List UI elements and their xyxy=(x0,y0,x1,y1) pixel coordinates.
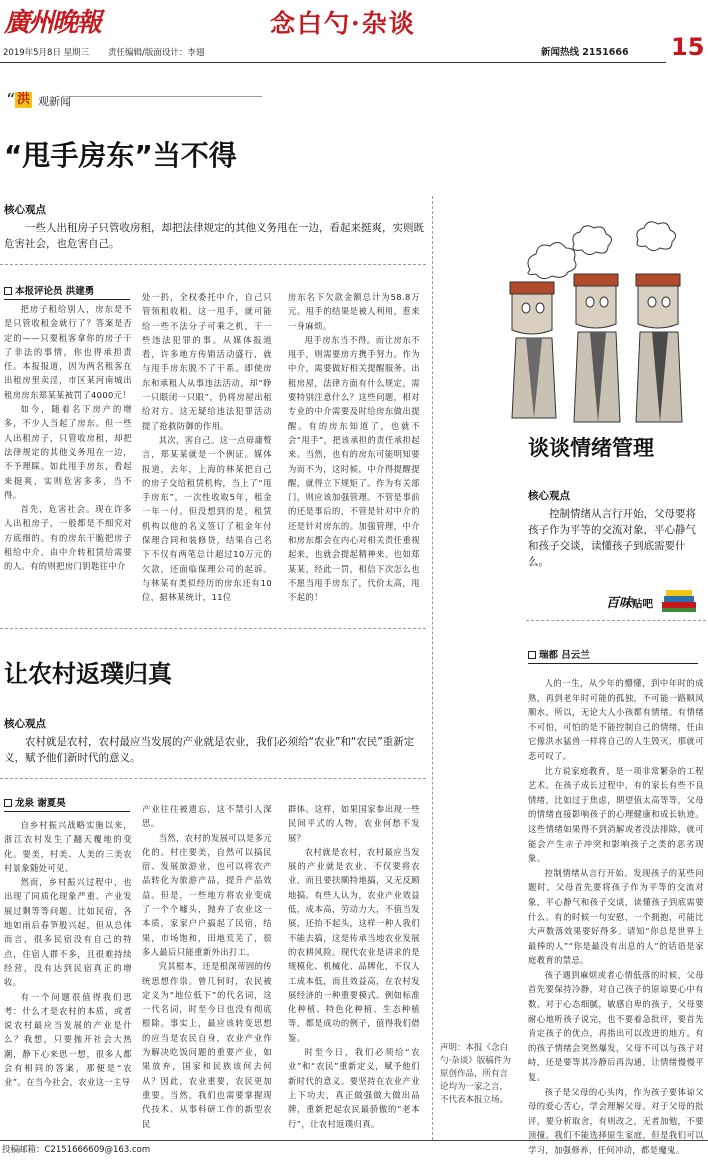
paragraph: 有一个问题很值得我们思考：什么才是农村的本质，或者说农村最应当发展的产业是什么？我想，只要抛开社会大热潮，静下心来思一想，很多人都会有相同的答案，那便是“农业”。在当今社会，农业这一主导 xyxy=(4,991,132,1088)
paragraph: 人的一生，从少年的懵懂，到中年时的成熟，再到老年时可能的孤独，不可能一路顺风顺水，所以，无论大人小孩都有情绪。有情绪不可怕，可怕的是不能控制自己的情绪，任由它像洪水猛兽一样将自己的人生毁灭，那就可悲可叹了。 xyxy=(528,678,704,761)
article3-rule xyxy=(526,620,706,621)
copyright-note: 声明：本报《念白勺·杂谈》版稿件为原创作品，所有言论均为一家之言，不代表本报立场。 xyxy=(440,1043,511,1105)
paragraph: 如今，随着名下房产的增多，不少人当起了房东。但一些人出租房子，只管收房租，却把法律规定的其他义务甩在一边，不予理睬。如此甩手房东，看起来挺爽，实则危害多多，当不得。 xyxy=(4,404,132,500)
article3-keypoint-body: 控制情绪从言行开始，父母要将孩子作为平等的交流对象，平心静气和孩子交谈，读懂孩子到底需要什么。 xyxy=(528,508,696,568)
article-separator xyxy=(0,628,426,629)
article2-rule xyxy=(0,778,426,779)
article1-col1 xyxy=(4,302,132,612)
paragraph: 其次，害自己。这一点毋庸赘言，郑某某就是一个例证。媒体报道，去年，上海的林某把自己的房子交给租赁机构，当上了“甩手房东”，一次性收取5年，租金一年一付。但没想到的是，租赁机构以他的名义签订了租金年付保理合同和装修贷，结果自己名下不仅有两笔总计超过10万元的欠款，还面临保理公司的起诉。与林某有类似经历的房东还有10位，据林某统计，11位 xyxy=(142,434,272,603)
paragraph: 产业往往被遗忘，这不禁引人深思。 xyxy=(142,804,272,829)
article1-keypoint-label: 核心观点 xyxy=(4,204,46,216)
books-icon xyxy=(660,586,700,614)
page-number: 15 xyxy=(671,33,705,61)
article2-headline: 让农村返璞归真 xyxy=(4,660,172,688)
paragraph: 孩子是父母的心头肉，作为孩子要体谅父母的爱心苦心，学会理解父母。对于父母的批评，要分析取舍，有则改之，无者加勉，不要顶撞。我们不能选择原生家庭，但是我们可以学习，加强修养，任何冲动，都是魔鬼。 xyxy=(528,1086,704,1155)
article1-byline-text: 本报评论员 洪建勇 xyxy=(15,286,95,297)
article2-byline-text: 龙泉 谢夏昊 xyxy=(15,798,66,809)
paragraph: 自乡村振兴战略实施以来，浙江农村发生了翻天覆地的变化。要美，村美、人美的三美农村景象随处可见。 xyxy=(4,820,132,873)
article1-byline xyxy=(4,286,94,298)
editor-credit: 责任编辑/版面设计：李翅 xyxy=(108,48,205,58)
article2-byline xyxy=(4,798,66,810)
paragraph: 孩子遇到麻烦或者心情低落的时候，父母首先要保持冷静，对自己孩子的原谅要心中有数。对于心态细腻，敏感自卑的孩子，父母要耐心地听孩子说完，也不要着急批评，要首先肯定孩子的优点，再指出可以改进的地方。有的孩子情绪会突然爆发，父母不可以与孩子对峙，还是要等其冷静后再沟通，让情绪慢慢平复。 xyxy=(528,969,704,1083)
article1-headline: “甩手房东”当不得 xyxy=(4,139,237,172)
paragraph: 农村就是农村，农村最应当发展的产业就是农业，不仅要将农业，而且要扶顺特地搞，又无反顾地搞。有些人认为，农业产业效益低，成本高，劳动力大，不值当发展，还抬不起头，这样一种人我们不能去搞，这是传承当地农业发展的农耕风险。现代农业是讲求的是规模化、机械化、品牌化，不仅人工成本低，而且效益高，在农村发展经济的一种重要模式。例如标准化种植、特色化种植、生态种植等，都是成功的例子，值得我们借鉴。 xyxy=(288,846,420,1043)
article2-byline-rule xyxy=(4,811,130,812)
submission-email: 投稿邮箱：C2151666609@163.com xyxy=(2,1145,151,1155)
article3-headline: 谈谈情绪管理 xyxy=(528,436,654,460)
article1-byline-rule xyxy=(4,299,130,300)
byline-box-icon xyxy=(528,651,536,659)
byline-box-icon xyxy=(4,799,12,807)
article2-keypoint-body: 农村就是农村，农村最应当发展的产业就是农业，我们必须给“农业”和“农民”重新定义，赋予他们新时代的意义。 xyxy=(4,736,415,764)
news-hotline: 新闻热线 2151666 xyxy=(541,47,629,58)
paragraph: 房东名下欠款金额总计为58.8万元。甩手的结果是被人利用，惹来一身麻烦。 xyxy=(288,292,420,331)
paragraph: 比方说家庭教育，是一项非常繁杂的工程艺术。在孩子成长过程中，有的家长有些不良情绪，比如过于焦虑，期望值太高等等，父母的情绪直接影响孩子的心理健康和成长轨迹。这些情绪如果得不到消解或者没法排除，就可能会产生亲子冲突和影响孩子之类的恶劣现象。 xyxy=(528,765,704,864)
article1-col3 xyxy=(288,290,420,612)
figure-right xyxy=(636,274,682,422)
three-men-illustration xyxy=(490,210,690,425)
issue-date: 2019年5月8日 星期三 xyxy=(3,48,90,58)
paragraph: 控制情绪从言行开始。发现孩子的某些问题时，父母首先要将孩子作为平等的交流对象，平心静气和孩子交谈，读懂孩子到底需要什么。有的时候一句安慰，一个拥抱，可能比大声数落效果要好得多。请知“你总是世界上最棒的人”“你是最没有出息的人”的话语是家庭教育的禁忌。 xyxy=(528,867,704,966)
paragraph: 甩手房东当不得。而让房东不甩手，则需要房方携手努力。作为中介，需要做好相关提醒服务。出租房屋，法律方面有什么规定，需要特别注意什么？这些问题，相对专业的中介需要及时给房东做出提醒。有的房东知道了，也就不会“甩手”，把该承担的责任承担起来。当然，也有的房东可能明知要为而不为，这时候，中介得提醒提醒，就得立下规矩了。作为有关部门，则应该加强管理。不管是事前的还是事后的，不管是针对中介的还是针对房东的。加强管理，中介和房东都会在内心对相关责任重视起来，也就会提起精神来。也如郑某某，经此一罚，相信下次怎么也不愿当甩手房东了，代价太高，甩不起的！ xyxy=(288,334,420,603)
figure-left xyxy=(510,282,556,418)
paragraph: 然而，乡村振兴过程中，也出现了同质化现象严重、产业发展过剩等等问题。比如民宿，各地如雨后春笋般兴起，但从总体而言，很多民宿没有自己的特点，住宿人群不多，且很难持续经营，没有达到民宿真正的增收。 xyxy=(4,877,132,988)
paragraph: 把房子租给别人，房东是不是只管收租金就行了？答案是否定的——只要租客拿你的房子干了非法的事情，你也得承担责任。本报报道，因为两名租客在出租房里卖淫，市区某河南城出租房房东郑某某被罚了4000元！ xyxy=(4,304,132,400)
article1-col2 xyxy=(142,290,272,612)
paragraph: 究其根本，还是根深蒂固的传统思想作祟。曾几何时，农民被定义为“地位低下”的代名词，这一代名词，时至今日也没有彻底根除。事实上，最应该转变思想的应当是农民自身，农业产业作为解决吃饭问题的重要产业，如果放弃，国家和民族该何去何从？因此，农业重要，农民更加重要。当然，我们也需要掌握现代技术、从事科研工作的新型农民 xyxy=(142,961,272,1129)
paragraph: 处一扔，全权委托中介，自己只管领租收租。这一甩手，就可能给一些不法分子可乘之机，干一些违法犯罪的事。从媒体报道看，许多地方传销活动盛行，就与甩手房东脱不了干系。即使房东和承租人从事违法活动，却“睁一只眼闭一只眼”，仍将房屋出租给对方。这无疑给违法犯罪活动提了抢救防御的作用。 xyxy=(142,292,272,431)
paragraph: 当然，农村的发展可以是多元化的。村庄要美，自然可以搞民宿、发展旅游业，也可以将农产品转化为旅游产品，提升产品效益。但是，一些地方将农业变成了一个个噱头，抛弃了农业这一本质，家家户户搞起了民宿，结果，市场饱和，田地荒芜了，很多人最后只能重新外出打工。 xyxy=(142,832,272,957)
column-name-b: 贴吧 xyxy=(632,598,654,610)
article3-keypoint-label: 核心观点 xyxy=(528,490,570,502)
article2-col2 xyxy=(142,802,272,1140)
article1-rule xyxy=(0,264,426,265)
article2-keypoint-label: 核心观点 xyxy=(4,718,46,730)
article3-body xyxy=(528,676,704,1155)
header-divider xyxy=(0,62,666,63)
article3-byline-text: 瑞都 吕云兰 xyxy=(539,650,590,661)
section-title: 念白勺·杂谈 xyxy=(270,9,416,38)
column-separator xyxy=(432,196,433,1140)
column-tag-mark: 洪 xyxy=(17,92,31,107)
footer-rule xyxy=(0,1140,708,1141)
article3-byline xyxy=(528,650,590,662)
article3-byline-rule xyxy=(528,663,698,664)
column-tag-text: 观新闻 xyxy=(38,95,71,108)
article2-col1 xyxy=(4,818,132,1140)
newspaper-logo: 廣州晚報 xyxy=(4,8,101,38)
paragraph: 首先，危害社会。现在许多人出租房子，一般都是不细究对方底细的。有的房东干脆把房子租给中介，由中介转租赁给需要的人。有的则把房门钥匙往中介 xyxy=(4,504,132,572)
article2-col3 xyxy=(288,802,420,1140)
column-name-badge xyxy=(606,592,653,611)
byline-box-icon xyxy=(4,287,12,295)
tag-divider xyxy=(70,96,262,97)
paragraph: 群体。这样，如果国家参出现一些民间平式的人物，农业何愁不发展？ xyxy=(288,804,420,843)
quote-mark-icon: “ xyxy=(6,90,16,111)
figure-middle xyxy=(574,274,620,422)
paragraph: 时至今日，我们必须给“农业”和“农民”重新定义，赋予他们新时代的意义。要坚持在农业产业上下功夫，真正做强做大做出品牌，重新把起农民最骄傲的“老本行”，让农村返璞归真。 xyxy=(288,1047,420,1129)
column-name-a: 百味 xyxy=(606,596,633,611)
article1-keypoint-body: 一些人出租房子只管收房租，却把法律规定的其他义务甩在一边，看起来挺爽，实则既危害社会，也危害自己。 xyxy=(4,222,424,250)
